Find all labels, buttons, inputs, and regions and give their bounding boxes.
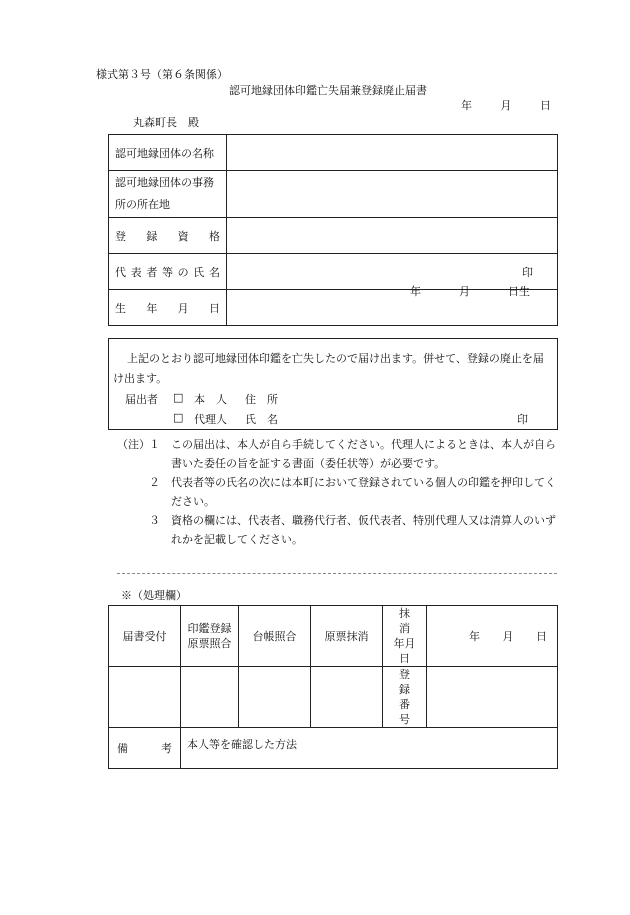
erase-stamp-cell[interactable] bbox=[311, 667, 383, 728]
representative-char: 名 bbox=[208, 265, 220, 279]
birth-year-label: 年 bbox=[410, 285, 421, 298]
qualification-char: 資 bbox=[177, 229, 189, 243]
note-text: 資格の欄には、代表者、職務代行者、仮代表者、特別代理人又は清算人のいずれかを記載してください。 bbox=[171, 514, 556, 546]
registration-number-field[interactable] bbox=[427, 667, 558, 728]
representative-name-label bbox=[109, 254, 227, 290]
addressee: 丸森町長 殿 bbox=[133, 116, 199, 129]
birth-char: 生 bbox=[115, 301, 126, 315]
office-address-label-line2: 所の所在地 bbox=[115, 198, 170, 211]
office-address-label bbox=[109, 171, 227, 218]
erase-year-label: 年 bbox=[469, 630, 480, 643]
erase-date-line2: 年月日 bbox=[393, 637, 416, 665]
erase-header: 原票抹消 bbox=[311, 606, 383, 667]
submission-date bbox=[461, 97, 551, 113]
birth-date-field[interactable] bbox=[227, 285, 558, 326]
receipt-stamp-cell[interactable] bbox=[109, 667, 181, 728]
group-name-label: 認可地縁団体の名称 bbox=[109, 135, 227, 171]
office-address-field[interactable] bbox=[227, 171, 558, 218]
date-year-label: 年 bbox=[461, 99, 472, 112]
representative-char: の bbox=[177, 265, 189, 279]
note-text: 代表者等の氏名の次には本町において登録されている個人の印鑑を押印してください。 bbox=[171, 476, 556, 508]
address-label: 住 所 bbox=[245, 393, 278, 406]
remarks-label bbox=[109, 728, 181, 769]
self-label: 本 人 bbox=[194, 393, 227, 406]
seal-check-stamp-cell[interactable] bbox=[181, 667, 239, 728]
qualification-char: 格 bbox=[208, 229, 220, 243]
remarks-char: 備 bbox=[117, 742, 128, 755]
representative-char: 氏 bbox=[193, 265, 205, 279]
birth-day-label: 日生 bbox=[508, 285, 530, 298]
date-day-label: 日 bbox=[540, 99, 551, 112]
declaration-text: 上記のとおり認可地縁団体印鑑を亡失したので届け出ます。併せて、登録の廃止を届け出ます。 bbox=[113, 352, 544, 385]
qualification-field[interactable] bbox=[227, 218, 558, 254]
seal-check-line1: 印鑑登録 bbox=[187, 622, 232, 635]
office-address-label-line1: 認可地縁団体の事務 bbox=[115, 176, 214, 189]
processing-title: ※（処理欄） bbox=[121, 589, 187, 602]
birth-char: 日 bbox=[208, 301, 220, 315]
note-item bbox=[117, 511, 557, 549]
note-text: この届出は、本人が自ら手続してください。代理人によるときは、本人が自ら書いた委任の旨を証する書面（委任状等）が必要です。 bbox=[171, 438, 556, 470]
form-number-label: 様式第３号（第６条関係） bbox=[96, 68, 228, 81]
representative-char: 者 bbox=[146, 265, 158, 279]
ledger-stamp-cell[interactable] bbox=[239, 667, 311, 728]
note-number: ３ bbox=[149, 514, 160, 527]
qualification-label bbox=[109, 218, 227, 254]
erase-month-label: 月 bbox=[502, 630, 514, 643]
applicant-info-table bbox=[108, 134, 558, 326]
reg-no-line1: 登 録 bbox=[399, 668, 421, 696]
birth-month-label: 月 bbox=[459, 285, 470, 298]
note-number: ２ bbox=[149, 476, 160, 489]
date-month-label: 月 bbox=[500, 99, 512, 112]
separator-line bbox=[117, 573, 557, 574]
birth-char: 年 bbox=[146, 301, 158, 315]
processing-table bbox=[108, 605, 558, 769]
agent-label: 代理人 bbox=[194, 413, 227, 426]
erase-date-line1: 抹 消 bbox=[399, 607, 421, 635]
remarks-char: 考 bbox=[161, 742, 172, 755]
self-checkbox[interactable]: □ bbox=[173, 391, 184, 404]
representative-char: 表 bbox=[130, 265, 142, 279]
remarks-text: 本人等を確認した方法 bbox=[187, 738, 297, 751]
note-item bbox=[117, 435, 557, 473]
birth-date-label bbox=[109, 290, 227, 326]
erase-date-field[interactable] bbox=[427, 606, 558, 667]
remarks-field[interactable] bbox=[181, 728, 558, 769]
birth-char: 月 bbox=[177, 301, 189, 315]
seal-check-line2: 原票照合 bbox=[187, 637, 232, 650]
note-number: １ bbox=[149, 438, 160, 451]
ledger-header: 台帳照合 bbox=[239, 606, 311, 667]
erase-day-label: 日 bbox=[536, 630, 547, 643]
qualification-char: 登 bbox=[115, 229, 126, 243]
notifier-label: 届出者 bbox=[125, 393, 158, 406]
notes-section bbox=[117, 435, 557, 549]
group-name-field[interactable] bbox=[227, 135, 558, 171]
note-item bbox=[117, 473, 557, 511]
seal-mark: 印 bbox=[522, 265, 533, 279]
representative-char: 等 bbox=[161, 265, 173, 279]
name-label: 氏 名 bbox=[245, 413, 278, 426]
registration-number-label bbox=[383, 667, 427, 728]
erase-date-header bbox=[383, 606, 427, 667]
seal-check-header bbox=[181, 606, 239, 667]
representative-char: 代 bbox=[115, 265, 126, 279]
notes-prefix: （注） bbox=[117, 438, 150, 451]
document-title: 認可地縁団体印鑑亡失届兼登録廃止届書 bbox=[229, 84, 427, 97]
declaration-seal-mark: 印 bbox=[517, 413, 528, 426]
declaration-box bbox=[108, 338, 558, 430]
receipt-header: 届書受付 bbox=[109, 606, 181, 667]
qualification-char: 録 bbox=[146, 229, 158, 243]
reg-no-line2: 番 号 bbox=[399, 698, 421, 726]
agent-checkbox[interactable]: □ bbox=[173, 411, 184, 424]
